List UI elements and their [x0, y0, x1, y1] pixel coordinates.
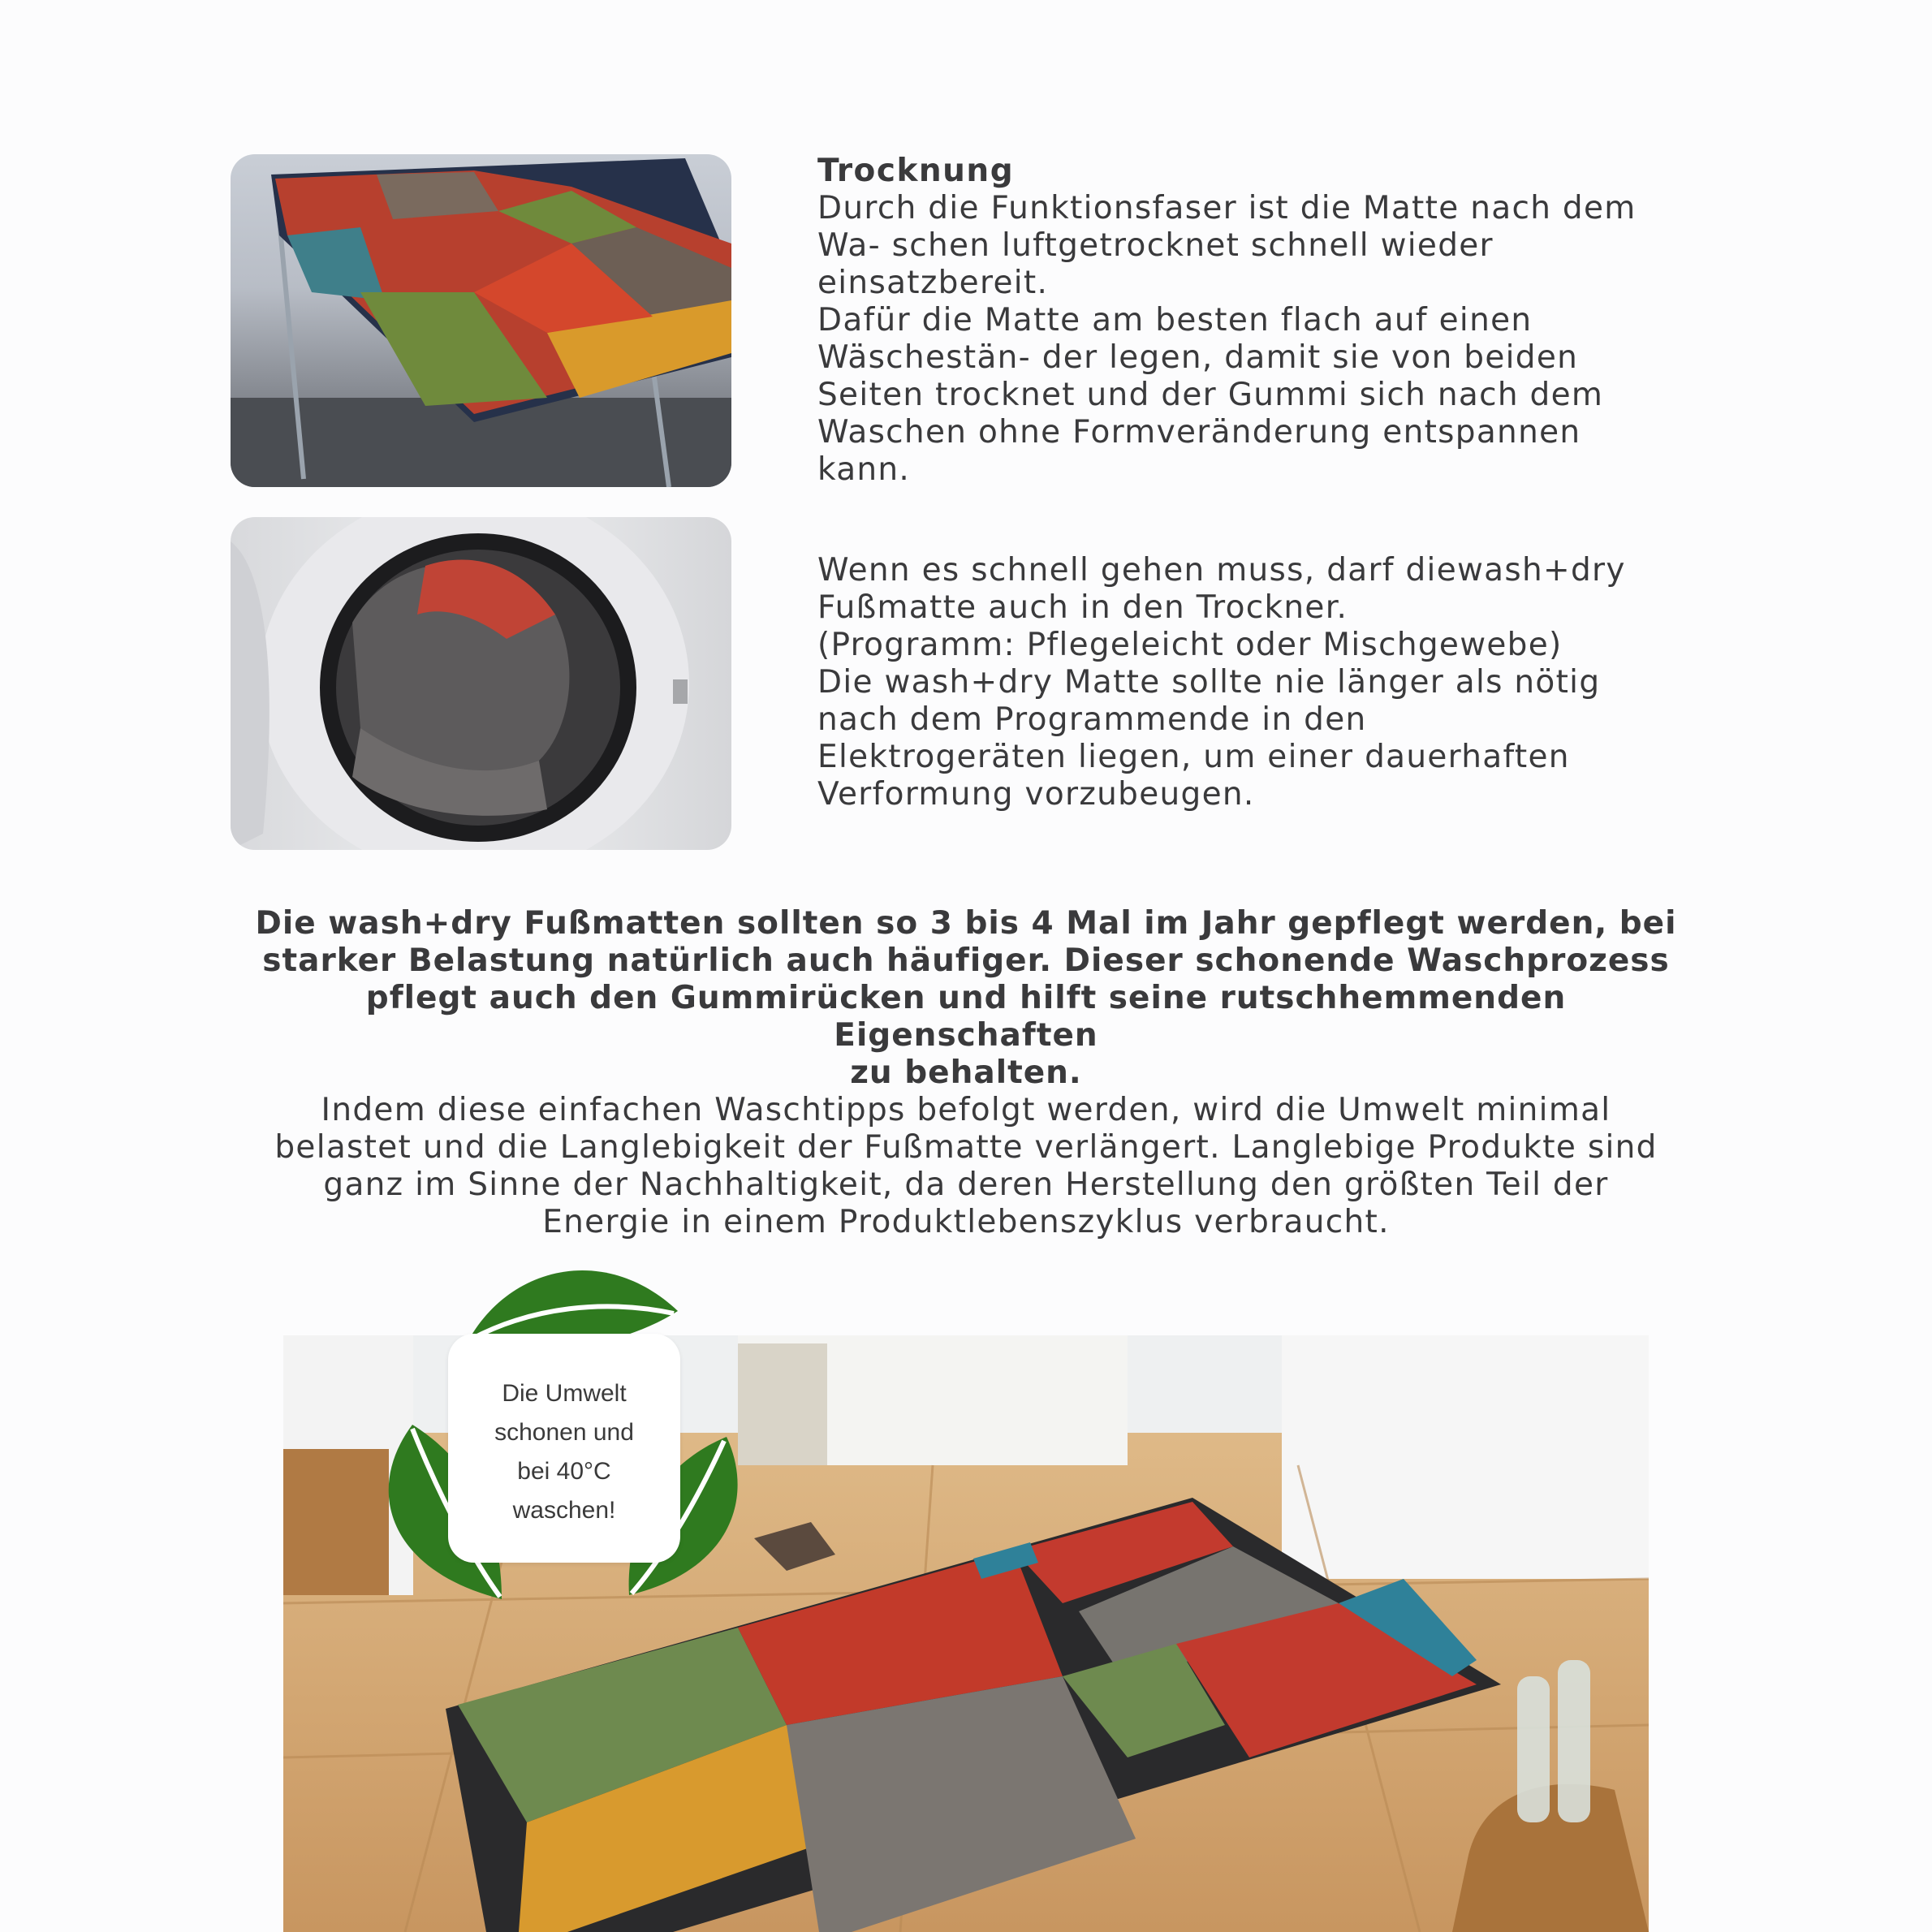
- dryer-line: Elektrogeräten liegen, um einer dauerhaften: [817, 739, 1570, 775]
- drying-line: kann.: [817, 451, 911, 488]
- photo-mat-in-dryer: [231, 517, 731, 850]
- dryer-line: Die wash+dry Matte sollte nie länger als nötig: [817, 664, 1601, 701]
- dryer-line: Verformung vorzubeugen.: [817, 776, 1255, 813]
- dryer-line: Wenn es schnell gehen muss, darf diewash+dry: [817, 552, 1626, 589]
- eco-line: Energie in einem Produktlebenszyklus verbraucht.: [542, 1204, 1390, 1240]
- care-line: zu behalten.: [850, 1054, 1082, 1091]
- care-frequency-note: [231, 905, 1701, 1092]
- section-title-drying: Trocknung: [817, 153, 1015, 189]
- drying-paragraph: [817, 190, 1694, 489]
- badge-line: waschen!: [512, 1497, 616, 1524]
- dryer-line: (Programm: Pflegeleicht oder Mischgewebe): [817, 627, 1563, 663]
- photo-mat-on-drying-rack: [231, 154, 731, 487]
- badge-line: Die Umwelt: [502, 1380, 627, 1407]
- dryer-line: Fußmatte auch in den Trockner.: [817, 589, 1348, 626]
- drying-line: Seiten trocknet und der Gummi sich nach dem: [817, 377, 1604, 413]
- drying-line: Wäschestän- der legen, damit sie von beiden: [817, 339, 1579, 376]
- sustainability-note: [231, 1092, 1701, 1241]
- eco-badge-text: [448, 1374, 680, 1530]
- care-line: Die wash+dry Fußmatten sollten so 3 bis 4 Mal im Jahr gepflegt werden, bei: [255, 905, 1677, 942]
- eco-line: belastet und die Langlebigkeit der Fußmatte verlängert. Langlebige Produkte sind: [274, 1129, 1658, 1166]
- care-line: pflegt auch den Gummirücken und hilft seine rutschhemmenden Eigenschaften: [365, 980, 1567, 1054]
- drying-rack-illustration: [231, 154, 731, 487]
- badge-line: schonen und: [494, 1419, 634, 1446]
- dryer-line: nach dem Programmende in den: [817, 701, 1367, 738]
- care-line: starker Belastung natürlich auch häufiger. Dieser schonende Waschprozess: [262, 942, 1670, 979]
- dryer-paragraph: [817, 552, 1694, 813]
- drying-line: Wa- schen luftgetrocknet schnell wieder: [817, 227, 1494, 264]
- drying-line: einsatzbereit.: [817, 265, 1049, 301]
- badge-line: bei 40°C: [517, 1458, 611, 1485]
- eco-line: ganz im Sinne der Nachhaltigkeit, da deren Herstellung den größten Teil der: [323, 1167, 1609, 1203]
- drying-line: Waschen ohne Formveränderung entspannen: [817, 414, 1581, 451]
- eco-line: Indem diese einfachen Waschtipps befolgt werden, wird die Umwelt minimal: [321, 1092, 1611, 1128]
- washing-machine-illustration: [231, 517, 731, 850]
- drying-line: Durch die Funktionsfaser ist die Matte nach dem: [817, 190, 1637, 226]
- drying-line: Dafür die Matte am besten flach auf einen: [817, 302, 1533, 339]
